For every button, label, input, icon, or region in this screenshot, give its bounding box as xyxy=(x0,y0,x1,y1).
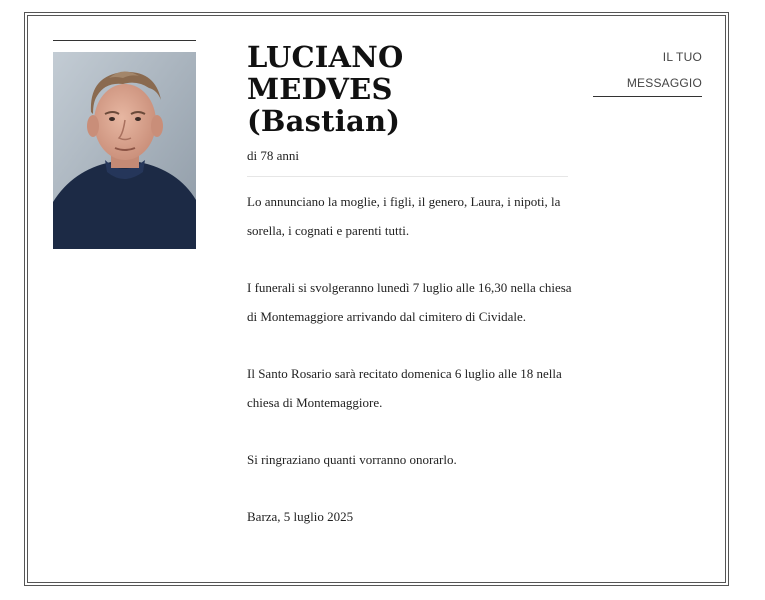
age-text: di 78 anni xyxy=(247,148,299,163)
portrait-illustration xyxy=(53,52,196,249)
thanks-paragraph: Si ringraziano quanti vorranno onorarlo. xyxy=(247,452,457,467)
name-line-first: LUCIANO xyxy=(247,40,404,74)
funeral-paragraph: I funerali si svolgeranno lunedì 7 luglio alle 16,30 nella chiesa di Montemaggiore arrivando dal cimitero di Cividale. xyxy=(247,280,572,324)
name-line-last: MEDVES xyxy=(247,72,393,106)
name-line-nickname: (Bastian) xyxy=(247,104,401,138)
deceased-name xyxy=(247,41,567,137)
message-underline xyxy=(593,96,702,97)
place-date: Barza, 5 luglio 2025 xyxy=(247,509,354,524)
your-message-line-1: IL TUO xyxy=(662,50,702,64)
notice-body xyxy=(247,187,572,559)
portrait-photo xyxy=(53,52,196,249)
photo-divider xyxy=(53,40,196,41)
text-divider xyxy=(247,176,568,177)
your-message-line-2: MESSAGGIO xyxy=(626,76,702,90)
rosary-paragraph: Il Santo Rosario sarà recitato domenica 6 luglio alle 18 nella chiesa di Montemaggiore. xyxy=(247,366,562,410)
your-message-link[interactable] xyxy=(596,44,702,96)
announcement-paragraph: Lo annunciano la moglie, i figli, il genero, Laura, i nipoti, la sorella, i cognati e parenti tutti. xyxy=(247,194,561,238)
